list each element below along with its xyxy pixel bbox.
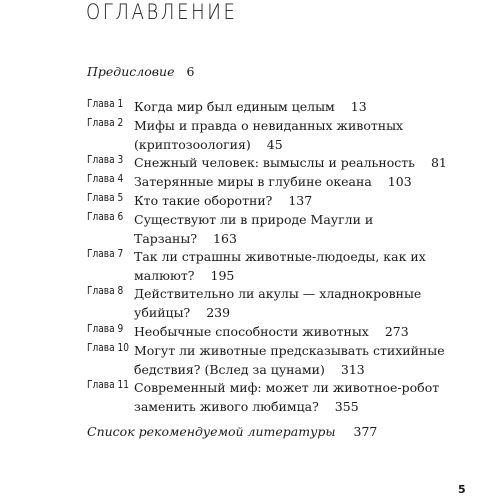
chapter-title-line — [134, 247, 426, 266]
chapter-label: Глава 8 — [87, 284, 124, 297]
chapter-page: 355 — [334, 399, 359, 414]
chapter-page: 313 — [340, 362, 365, 377]
chapter-label: Глава 6 — [87, 210, 124, 223]
chapter-title-line — [134, 303, 421, 322]
chapter-title — [134, 378, 439, 416]
chapter-title-text: бедствия? (Вслед за цунами) — [134, 362, 325, 377]
chapter-title-text: Могут ли животные предсказывать стихийные — [134, 343, 445, 358]
chapter-label: Глава 2 — [87, 116, 124, 129]
page-number: 5 — [458, 483, 466, 496]
page-title: ОГЛАВЛЕНИЕ — [86, 0, 238, 24]
chapter-title — [134, 191, 312, 210]
chapter-label: Глава 5 — [87, 191, 124, 204]
chapter-title — [134, 97, 367, 116]
preface-page: 6 — [186, 64, 195, 79]
chapter-title-text: заменить живого любимца? — [134, 399, 319, 414]
chapter-page: 137 — [288, 193, 313, 208]
chapter-page: 103 — [387, 174, 412, 189]
chapter-title-line — [134, 229, 373, 248]
chapter-title-line — [134, 341, 445, 360]
chapter-title-text: (криптозоология) — [134, 137, 251, 152]
chapter-title-line — [134, 397, 439, 416]
chapter-title — [134, 116, 403, 154]
chapter-label: Глава 7 — [87, 247, 124, 260]
chapter-label: Глава 4 — [87, 172, 124, 185]
chapter-title-text: Когда мир был единым целым — [134, 99, 335, 114]
chapter-title-line — [134, 116, 403, 135]
chapter-title-line — [134, 153, 447, 172]
chapter-title-text: малюют? — [134, 268, 195, 283]
chapter-title — [134, 322, 409, 341]
chapter-title-line — [134, 97, 367, 116]
chapter-title-line — [134, 322, 409, 341]
chapter-title-text: Современный миф: может ли животное-робот — [134, 380, 440, 395]
chapter-title-line — [134, 284, 421, 303]
chapter-title — [134, 247, 426, 285]
chapter-page: 13 — [350, 99, 367, 114]
chapter-title-line — [134, 266, 426, 285]
chapter-title-line — [134, 360, 445, 379]
chapter-label: Глава 1 — [87, 97, 124, 110]
chapter-title-text: Действительно ли акулы — хладнокровные — [134, 286, 422, 301]
chapter-page: 239 — [206, 305, 231, 320]
chapter-title-text: Снежный человек: вымыслы и реальность — [134, 155, 415, 170]
chapter-title — [134, 153, 447, 172]
chapter-title-line — [134, 172, 412, 191]
chapter-label: Глава 11 — [87, 378, 129, 391]
chapter-title-line — [134, 378, 439, 397]
chapter-page: 45 — [266, 137, 283, 152]
bibliography-label: Список рекомендуемой литературы — [87, 424, 336, 439]
chapter-title-text: Так ли страшны животные-людоеды, как их — [134, 249, 426, 264]
chapter-label: Глава 9 — [87, 322, 124, 335]
chapter-label: Глава 10 — [87, 341, 129, 354]
chapter-title — [134, 172, 412, 191]
toc-preface — [87, 66, 194, 79]
chapter-title — [134, 210, 373, 248]
chapter-title — [134, 341, 445, 379]
chapter-title-text: Существуют ли в природе Маугли и — [134, 212, 374, 227]
chapter-page: 195 — [210, 268, 235, 283]
chapter-page: 81 — [430, 155, 447, 170]
chapter-title — [134, 284, 421, 322]
chapter-title-line — [134, 210, 373, 229]
preface-label: Предисловие — [87, 64, 175, 79]
chapter-page: 163 — [213, 231, 237, 246]
bibliography-page: 377 — [353, 424, 378, 439]
chapter-title-line — [134, 191, 312, 210]
chapter-title-text: Тарзаны? — [134, 231, 198, 246]
chapter-label: Глава 3 — [87, 153, 124, 166]
chapter-page: 273 — [384, 324, 409, 339]
chapter-title-text: Затерянные миры в глубине океана — [134, 174, 372, 189]
chapter-title-line — [134, 135, 403, 154]
chapter-title-text: Кто такие оборотни? — [134, 193, 273, 208]
chapter-title-text: Мифы и правда о невиданных животных — [134, 118, 404, 133]
chapter-title-text: Необычные способности животных — [134, 324, 369, 339]
toc-bibliography — [87, 426, 377, 439]
chapter-title-text: убийцы? — [134, 305, 191, 320]
